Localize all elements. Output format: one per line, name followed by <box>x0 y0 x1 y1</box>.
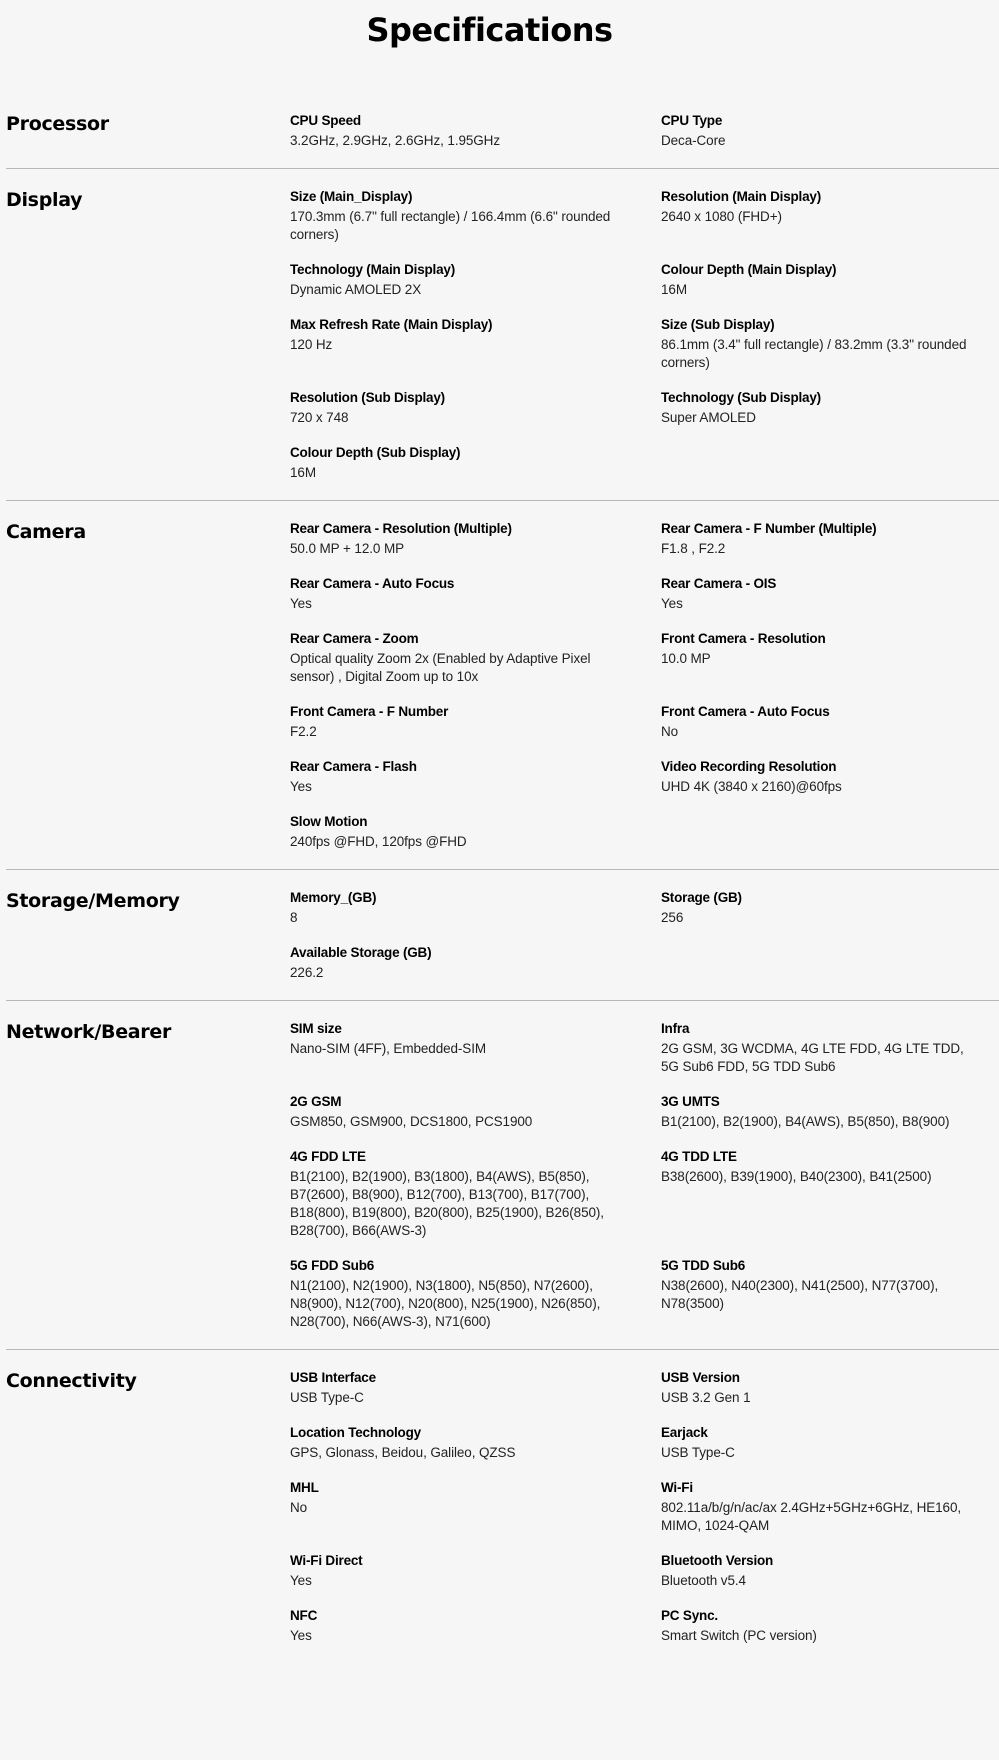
spec-item <box>290 389 661 427</box>
spec-item <box>661 1479 999 1535</box>
spec-label: Colour Depth (Sub Display) <box>290 445 461 460</box>
spec-value: USB Type-C <box>290 1390 364 1405</box>
spec-value: Yes <box>290 596 312 611</box>
spec-value: UHD 4K (3840 x 2160)@60fps <box>661 779 842 794</box>
spec-item <box>290 813 661 851</box>
spec-item <box>661 703 999 741</box>
spec-item <box>661 520 999 558</box>
spec-section-storage-memory <box>6 870 999 1001</box>
spec-value: 120 Hz <box>290 337 333 352</box>
spec-label: Technology (Main Display) <box>290 262 456 277</box>
spec-item <box>661 1020 999 1076</box>
spec-label: Rear Camera - Resolution (Multiple) <box>290 521 512 536</box>
spec-label: Resolution (Sub Display) <box>290 390 445 405</box>
spec-section-processor <box>6 102 999 169</box>
spec-item <box>290 1424 661 1462</box>
spec-item <box>661 1424 999 1462</box>
spec-grid <box>290 1369 999 1645</box>
spec-value: N1(2100), N2(1900), N3(1800), N5(850), N7(2600), N8(900), N12(700), N20(800), N25(1900), N26(850), N28(700), N66(AWS-3), N71(600) <box>290 1278 601 1329</box>
spec-value: 226.2 <box>290 965 324 980</box>
spec-label: Rear Camera - Flash <box>290 759 417 774</box>
spec-item <box>661 758 999 796</box>
spec-item <box>290 1607 661 1645</box>
spec-item <box>290 261 661 299</box>
spec-label: Rear Camera - Auto Focus <box>290 576 455 591</box>
spec-item <box>290 316 661 372</box>
spec-value: 720 x 748 <box>290 410 349 425</box>
spec-item <box>661 389 999 427</box>
spec-item <box>290 444 661 482</box>
spec-label: Slow Motion <box>290 814 368 829</box>
spec-item <box>661 261 999 299</box>
spec-grid <box>290 188 999 482</box>
spec-value: 86.1mm (3.4" full rectangle) / 83.2mm (3.3" rounded corners) <box>661 337 967 370</box>
spec-value: No <box>290 1500 308 1515</box>
spec-label: Colour Depth (Main Display) <box>661 262 837 277</box>
spec-label: Bluetooth Version <box>661 1553 774 1568</box>
spec-label: Infra <box>661 1021 690 1036</box>
spec-item <box>661 1093 999 1131</box>
spec-label: USB Interface <box>290 1370 376 1385</box>
spec-label: Front Camera - F Number <box>290 704 449 719</box>
spec-value: 240fps @FHD, 120fps @FHD <box>290 834 467 849</box>
spec-value: 16M <box>661 282 687 297</box>
spec-label: 5G TDD Sub6 <box>661 1258 746 1273</box>
spec-label: MHL <box>290 1480 319 1495</box>
spec-value: B1(2100), B2(1900), B4(AWS), B5(850), B8(900) <box>661 1114 950 1129</box>
spec-section-connectivity <box>6 1350 999 1663</box>
spec-label: NFC <box>290 1608 318 1623</box>
spec-label: Earjack <box>661 1425 708 1440</box>
spec-label: Size (Main_Display) <box>290 189 413 204</box>
spec-section-display <box>6 169 999 501</box>
spec-item <box>661 575 999 613</box>
spec-label: Storage (GB) <box>661 890 742 905</box>
spec-value: 256 <box>661 910 684 925</box>
specifications-list <box>6 102 999 1663</box>
spec-item <box>290 889 661 927</box>
spec-label: Location Technology <box>290 1425 421 1440</box>
section-title: Network/Bearer <box>6 1021 172 1043</box>
spec-value: 10.0 MP <box>661 651 711 666</box>
spec-item <box>661 889 999 927</box>
spec-item <box>661 1369 999 1407</box>
spec-value: N38(2600), N40(2300), N41(2500), N77(3700), N78(3500) <box>661 1278 939 1311</box>
spec-grid <box>290 889 999 982</box>
section-title: Camera <box>6 521 86 543</box>
spec-item <box>661 112 999 150</box>
spec-value: Nano-SIM (4FF), Embedded-SIM <box>290 1041 487 1056</box>
spec-item <box>661 1552 999 1590</box>
spec-item <box>290 1257 661 1331</box>
spec-item <box>661 1148 999 1240</box>
spec-label: Available Storage (GB) <box>290 945 432 960</box>
spec-value: F2.2 <box>290 724 317 739</box>
spec-item <box>661 1607 999 1645</box>
spec-item <box>290 520 661 558</box>
spec-label: 4G TDD LTE <box>661 1149 737 1164</box>
spec-value: 170.3mm (6.7" full rectangle) / 166.4mm (6.6" rounded corners) <box>290 209 611 242</box>
section-title: Display <box>6 189 83 211</box>
spec-label: Memory_(GB) <box>290 890 377 905</box>
spec-item <box>290 1093 661 1131</box>
spec-item <box>661 630 999 686</box>
spec-label: CPU Type <box>661 113 723 128</box>
spec-label: SIM size <box>290 1021 342 1036</box>
spec-grid <box>290 520 999 851</box>
spec-label: USB Version <box>661 1370 740 1385</box>
spec-label: Max Refresh Rate (Main Display) <box>290 317 493 332</box>
spec-label: Wi-Fi Direct <box>290 1553 363 1568</box>
spec-value: Dynamic AMOLED 2X <box>290 282 422 297</box>
spec-item <box>290 112 661 150</box>
spec-value: 50.0 MP + 12.0 MP <box>290 541 404 556</box>
spec-value: 2640 x 1080 (FHD+) <box>661 209 782 224</box>
spec-value: 3.2GHz, 2.9GHz, 2.6GHz, 1.95GHz <box>290 133 500 148</box>
spec-value: Bluetooth v5.4 <box>661 1573 746 1588</box>
spec-item <box>661 316 999 372</box>
spec-label: Rear Camera - Zoom <box>290 631 419 646</box>
spec-section-camera <box>6 501 999 870</box>
spec-label: Size (Sub Display) <box>661 317 775 332</box>
spec-item <box>290 1552 661 1590</box>
spec-value: GPS, Glonass, Beidou, Galileo, QZSS <box>290 1445 516 1460</box>
spec-label: Video Recording Resolution <box>661 759 837 774</box>
section-title: Connectivity <box>6 1370 137 1392</box>
spec-item <box>290 630 661 686</box>
spec-label: Rear Camera - F Number (Multiple) <box>661 521 877 536</box>
spec-value: Deca-Core <box>661 133 726 148</box>
spec-item <box>661 1257 999 1331</box>
spec-value: 8 <box>290 910 298 925</box>
spec-value: Yes <box>290 779 312 794</box>
spec-label: Front Camera - Resolution <box>661 631 826 646</box>
spec-label: Technology (Sub Display) <box>661 390 821 405</box>
spec-label: Rear Camera - OIS <box>661 576 777 591</box>
spec-section-network-bearer <box>6 1001 999 1350</box>
spec-value: Yes <box>661 596 683 611</box>
spec-label: Resolution (Main Display) <box>661 189 822 204</box>
spec-value: F1.8 , F2.2 <box>661 541 726 556</box>
spec-label: PC Sync. <box>661 1608 718 1623</box>
spec-label: 3G UMTS <box>661 1094 720 1109</box>
spec-value: No <box>661 724 679 739</box>
spec-value: USB 3.2 Gen 1 <box>661 1390 751 1405</box>
spec-item <box>290 1148 661 1240</box>
spec-grid <box>290 1020 999 1331</box>
spec-item <box>661 188 999 244</box>
page-title: Specifications <box>366 11 613 49</box>
spec-label: 5G FDD Sub6 <box>290 1258 375 1273</box>
spec-value: USB Type-C <box>661 1445 735 1460</box>
spec-value: GSM850, GSM900, DCS1800, PCS1900 <box>290 1114 533 1129</box>
spec-value: Smart Switch (PC version) <box>661 1628 817 1643</box>
spec-item <box>290 575 661 613</box>
spec-value: B1(2100), B2(1900), B3(1800), B4(AWS), B5(850), B7(2600), B8(900), B12(700), B13(700), B17(700), B18(800), B19(800), B20(800), B25(1900), B26(850), B28(700), B66(AWS-3) <box>290 1169 604 1238</box>
spec-value: 2G GSM, 3G WCDMA, 4G LTE FDD, 4G LTE TDD, 5G Sub6 FDD, 5G TDD Sub6 <box>661 1041 964 1074</box>
spec-label: 4G FDD LTE <box>290 1149 366 1164</box>
spec-item <box>290 1020 661 1076</box>
spec-label: Wi-Fi <box>661 1480 693 1495</box>
spec-value: Yes <box>290 1628 312 1643</box>
spec-value: 16M <box>290 465 316 480</box>
spec-value: Yes <box>290 1573 312 1588</box>
spec-value: Super AMOLED <box>661 410 756 425</box>
spec-grid <box>290 112 999 150</box>
spec-value: Optical quality Zoom 2x (Enabled by Adaptive Pixel sensor) , Digital Zoom up to 10x <box>290 651 591 684</box>
spec-item <box>290 1479 661 1535</box>
spec-item <box>290 188 661 244</box>
spec-label: CPU Speed <box>290 113 361 128</box>
spec-label: Front Camera - Auto Focus <box>661 704 830 719</box>
spec-value: B38(2600), B39(1900), B40(2300), B41(2500) <box>661 1169 932 1184</box>
spec-value: 802.11a/b/g/n/ac/ax 2.4GHz+5GHz+6GHz, HE160, MIMO, 1024-QAM <box>661 1500 962 1533</box>
spec-item <box>290 703 661 741</box>
spec-item <box>290 1369 661 1407</box>
spec-item <box>290 758 661 796</box>
spec-item <box>290 944 661 982</box>
section-title: Storage/Memory <box>6 890 180 912</box>
section-title: Processor <box>6 113 109 135</box>
spec-label: 2G GSM <box>290 1094 342 1109</box>
